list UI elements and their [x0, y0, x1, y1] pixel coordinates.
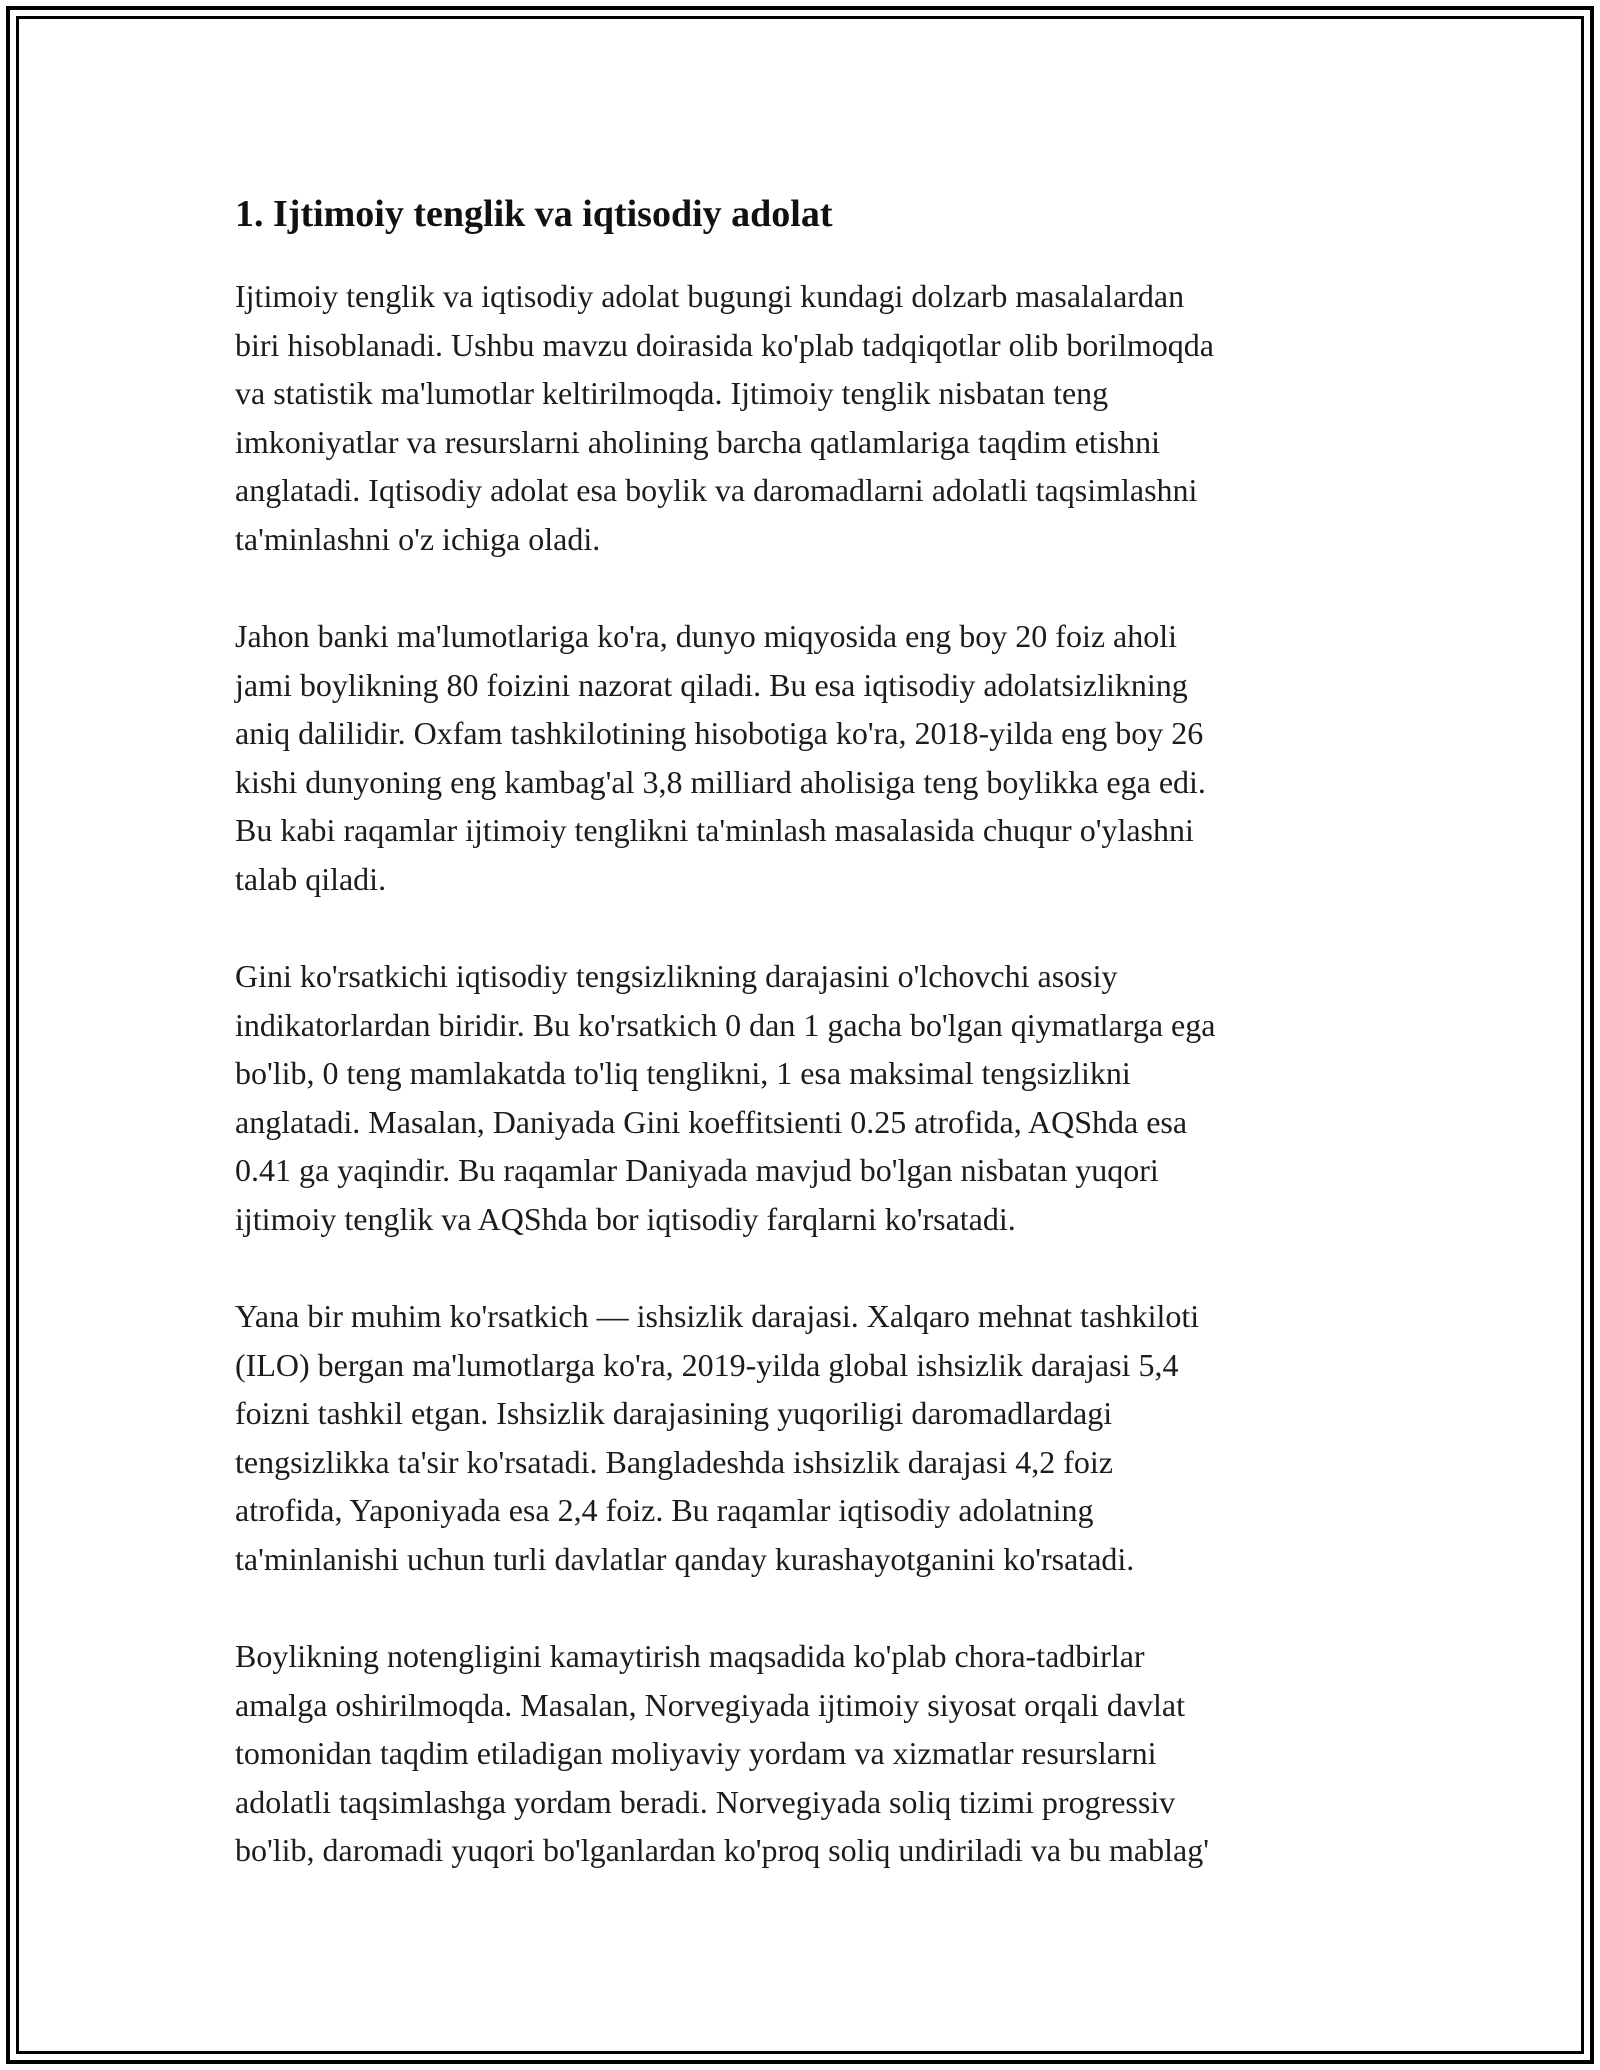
- text-line: indikatorlardan biridir. Bu ko'rsatkich 0 dan 1 gacha bo'lgan qiymatlarga ega: [235, 1006, 1216, 1043]
- text-line: bo'lib, daromadi yuqori bo'lganlardan ko'proq soliq undiriladi va bu mablag': [235, 1832, 1209, 1868]
- text-line: anglatadi. Iqtisodiy adolat esa boylik va daromadlarni adolatli taqsimlashni: [235, 472, 1198, 508]
- paragraph-wealth-inequality: [235, 1632, 1365, 1875]
- text-line: foizni tashkil etgan. Ishsizlik darajasining yuqoriligi daromadlardagi: [235, 1395, 1113, 1431]
- text-line: imkoniyatlar va resurslarni aholining barcha qatlamlariga taqdim etishni: [235, 423, 1161, 460]
- text-line: Jahon banki ma'lumotlariga ko'ra, dunyo miqyosida eng boy 20 foiz aholi: [235, 618, 1178, 654]
- text-line: va statistik ma'lumotlar keltirilmoqda. Ijtimoiy tenglik nisbatan teng: [235, 375, 1109, 411]
- text-line: tomonidan taqdim etiladigan moliyaviy yordam va xizmatlar resurslarni: [235, 1735, 1157, 1771]
- text-line: kishi dunyoning eng kambag'al 3,8 milliard aholisiga teng boylikka ega edi.: [235, 763, 1206, 800]
- text-line: ta'minlanishi uchun turli davlatlar qanday kurashayotganini ko'rsatadi.: [235, 1540, 1135, 1577]
- paragraph-unemployment: [235, 1292, 1365, 1583]
- text-line: tengsizlikka ta'sir ko'rsatadi. Bangladeshda ishsizlik darajasi 4,2 foiz: [235, 1443, 1113, 1480]
- text-line: jami boylikning 80 foizini nazorat qiladi. Bu esa iqtisodiy adolatsizlikning: [235, 666, 1188, 703]
- paragraph-world-bank: [235, 612, 1365, 903]
- document-body: [235, 186, 1365, 1924]
- paragraph-intro: [235, 272, 1365, 563]
- text-line: talab qiladi.: [235, 860, 387, 897]
- text-line: Yana bir muhim ko'rsatkich — ishsizlik darajasi. Xalqaro mehnat tashkiloti: [235, 1298, 1200, 1334]
- text-line: ta'minlashni o'z ichiga oladi.: [235, 520, 601, 557]
- text-line: (ILO) bergan ma'lumotlarga ko'ra, 2019-yilda global ishsizlik darajasi 5,4: [235, 1346, 1179, 1383]
- text-line: aniq dalilidir. Oxfam tashkilotining hisobotiga ko'ra, 2018-yilda eng boy 26: [235, 715, 1204, 751]
- paragraph-gini: [235, 952, 1365, 1243]
- text-line: bo'lib, 0 teng mamlakatda to'liq tenglikni, 1 esa maksimal tengsizlikni: [235, 1055, 1131, 1091]
- text-line: biri hisoblanadi. Ushbu mavzu doirasida ko'plab tadqiqotlar olib borilmoqda: [235, 326, 1214, 363]
- text-line: atrofida, Yaponiyada esa 2,4 foiz. Bu raqamlar iqtisodiy adolatning: [235, 1492, 1094, 1528]
- text-line: Ijtimoiy tenglik va iqtisodiy adolat bugungi kundagi dolzarb masalalardan: [235, 278, 1185, 314]
- text-line: amalga oshirilmoqda. Masalan, Norvegiyada ijtimoiy siyosat orqali davlat: [235, 1686, 1185, 1723]
- text-line: Bu kabi raqamlar ijtimoiy tenglikni ta'minlash masalasida chuqur o'ylashni: [235, 812, 1194, 848]
- text-line: Gini ko'rsatkichi iqtisodiy tengsizlikning darajasini o'lchovchi asosiy: [235, 958, 1118, 994]
- text-line: 0.41 ga yaqindir. Bu raqamlar Daniyada mavjud bo'lgan nisbatan yuqori: [235, 1152, 1159, 1188]
- text-line: ijtimoiy tenglik va AQShda bor iqtisodiy farqlarni ko'rsatadi.: [235, 1200, 1016, 1237]
- text-line: adolatli taqsimlashga yordam beradi. Norvegiyada soliq tizimi progressiv: [235, 1783, 1176, 1820]
- section-heading: 1. Ijtimoiy tenglik va iqtisodiy adolat: [235, 193, 833, 235]
- text-line: Boylikning notengligini kamaytirish maqsadida ko'plab chora-tadbirlar: [235, 1638, 1145, 1674]
- text-line: anglatadi. Masalan, Daniyada Gini koeffitsienti 0.25 atrofida, AQShda esa: [235, 1103, 1188, 1140]
